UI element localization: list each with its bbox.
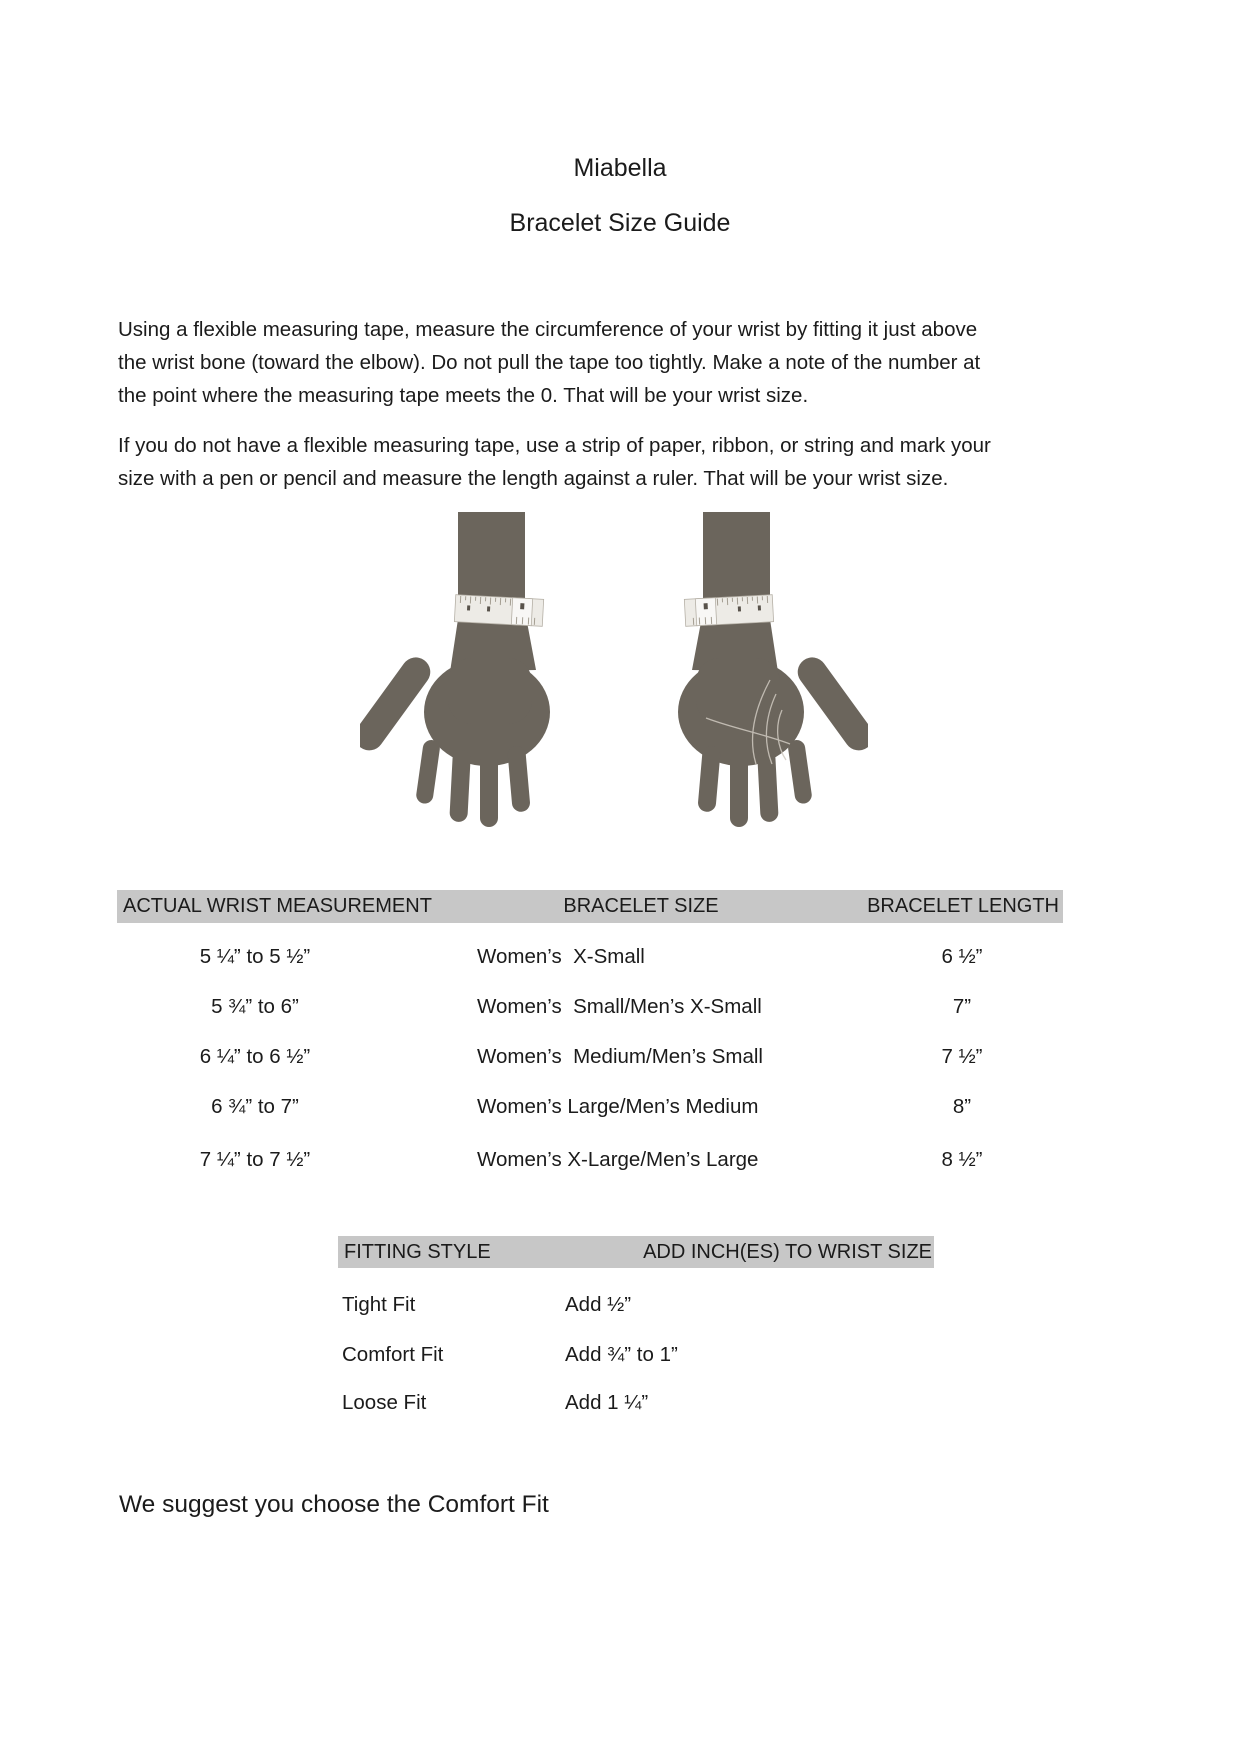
bracelet-size-cell: Women’s X-Large/Men’s Large: [477, 1148, 759, 1171]
bracelet-size-cell: Women’s Medium/Men’s Small: [477, 1045, 763, 1068]
add-inches-cell: Add ¾” to 1”: [565, 1343, 678, 1366]
wrist-measurement-cell: 5 ¾” to 6”: [211, 995, 299, 1018]
size-table-row: [117, 1144, 1063, 1176]
fitting-style-cell: Loose Fit: [342, 1391, 427, 1414]
wrist-measurement-cell: 7 ¼” to 7 ½”: [199, 1148, 311, 1171]
fit-table-row: [338, 1339, 934, 1371]
page-subtitle: Bracelet Size Guide: [509, 209, 731, 237]
fit-table-header-style: FITTING STYLE: [344, 1241, 491, 1263]
add-inches-cell: Add 1 ¼”: [565, 1391, 649, 1414]
right-hand-illustration: [656, 512, 868, 827]
fit-table-row: [338, 1289, 934, 1321]
size-table-row: [117, 1041, 1063, 1073]
bracelet-length-cell: 6 ½”: [941, 945, 983, 968]
fit-table-header-bar: [338, 1236, 934, 1268]
left-hand-illustration: [360, 512, 572, 827]
size-table-row: [117, 1091, 1063, 1123]
size-table-header-bar: [117, 890, 1063, 923]
bracelet-size-cell: Women’s X-Small: [477, 945, 645, 968]
hand-silhouette: [678, 512, 868, 827]
fit-table-row: [338, 1387, 934, 1419]
bracelet-length-cell: 7”: [952, 995, 972, 1018]
size-table-row: [117, 941, 1063, 973]
paragraph-line: size with a pen or pencil and measure the length against a ruler. That will be your wrist size.: [118, 467, 949, 490]
paragraph-line: the wrist bone (toward the elbow). Do not pull the tape too tightly. Make a note of the number at: [118, 351, 981, 374]
page-title: Miabella: [573, 154, 667, 182]
wrist-measurement-cell: 6 ¼” to 6 ½”: [199, 1045, 311, 1068]
size-table-header-wrist: ACTUAL WRIST MEASUREMENT: [123, 895, 432, 917]
wrist-measurement-cell: 6 ¾” to 7”: [211, 1095, 299, 1118]
bracelet-length-cell: 8 ½”: [941, 1148, 983, 1171]
bracelet-size-cell: Women’s Small/Men’s X-Small: [477, 995, 762, 1018]
comfort-fit-suggestion: We suggest you choose the Comfort Fit: [119, 1491, 549, 1518]
add-inches-cell: Add ½”: [565, 1293, 632, 1316]
size-table-header-size: BRACELET SIZE: [563, 895, 719, 917]
size-table-row: [117, 991, 1063, 1023]
paragraph-line: the point where the measuring tape meets the 0. That will be your wrist size.: [118, 384, 809, 407]
bracelet-size-cell: Women’s Large/Men’s Medium: [477, 1095, 759, 1118]
intro-paragraph-1: [118, 313, 980, 412]
fit-table-header-add: ADD INCH(ES) TO WRIST SIZE: [643, 1241, 932, 1263]
wrist-measurement-cell: 5 ¼” to 5 ½”: [199, 945, 311, 968]
paragraph-line: If you do not have a flexible measuring tape, use a strip of paper, ribbon, or string and mark your: [118, 434, 991, 457]
bracelet-length-cell: 8”: [952, 1095, 972, 1118]
hand-silhouette: [360, 512, 550, 827]
bracelet-length-cell: 7 ½”: [941, 1045, 983, 1068]
paragraph-line: Using a flexible measuring tape, measure the circumference of your wrist by fitting it just above: [118, 318, 978, 341]
fitting-style-cell: Comfort Fit: [342, 1343, 444, 1366]
fitting-style-cell: Tight Fit: [342, 1293, 416, 1316]
intro-paragraph-2: [118, 429, 991, 495]
size-table-header-length: BRACELET LENGTH: [867, 895, 1059, 917]
measuring-tape-band: [454, 595, 543, 627]
measuring-tape-band: [684, 595, 773, 627]
